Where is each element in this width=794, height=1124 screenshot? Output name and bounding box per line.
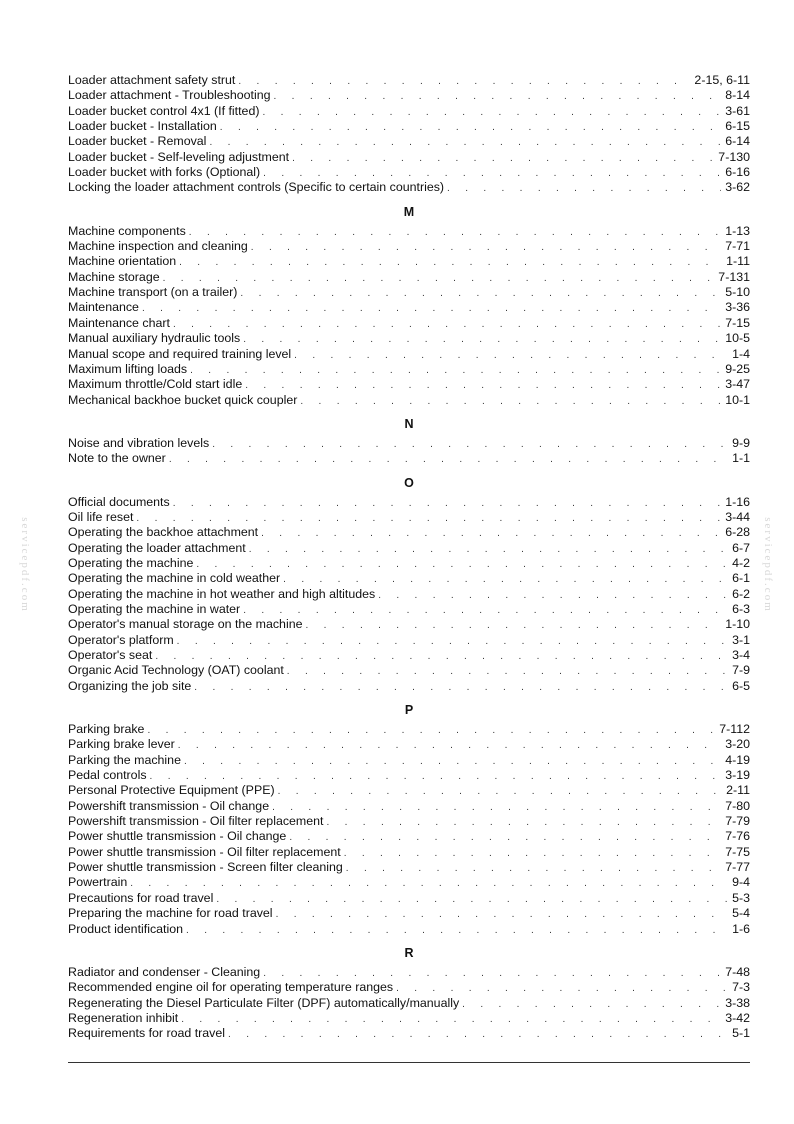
entry-page-number: 6-16: [725, 165, 750, 180]
index-entry[interactable]: [68, 331, 750, 346]
entry-page-number: 8-14: [725, 88, 750, 103]
index-entry[interactable]: [68, 617, 750, 632]
entry-page-number: 9-4: [732, 875, 750, 890]
section-letter-heading: N: [404, 416, 414, 431]
dot-leader: [240, 286, 721, 301]
dot-leader: [177, 634, 728, 649]
entry-page-number: 6-3: [732, 601, 750, 616]
entry-title: Powershift transmission - Oil filter replacement: [68, 814, 324, 829]
dot-leader: [184, 754, 721, 769]
entry-page-number: 7-130: [718, 149, 750, 164]
dot-leader: [249, 542, 728, 557]
entry-page-number: 6-1: [732, 571, 750, 586]
dot-leader: [130, 876, 728, 891]
dot-leader: [179, 255, 722, 270]
dot-leader: [294, 348, 728, 363]
index-entry[interactable]: [68, 996, 750, 1011]
dot-leader: [155, 649, 728, 664]
entry-title: Operator's seat: [68, 648, 153, 662]
entry-page-number: 3-38: [725, 995, 750, 1010]
index-entry[interactable]: [68, 316, 750, 331]
entry-page-number: 3-4: [732, 648, 750, 662]
entry-title: Oil life reset: [68, 509, 134, 524]
entry-page-number: 6-28: [725, 525, 750, 540]
footer-rule: [68, 1062, 750, 1063]
watermark-right: servicepdf.com: [762, 517, 774, 613]
dot-leader: [292, 151, 714, 166]
entry-page-number: 7-75: [725, 844, 750, 859]
entry-page-number: 6-15: [725, 119, 750, 134]
index-entry[interactable]: [68, 239, 750, 254]
entry-page-number: 7-71: [725, 239, 750, 254]
dot-leader: [289, 830, 721, 845]
entry-title: Operating the loader attachment: [68, 540, 246, 555]
index-entry[interactable]: [68, 587, 750, 602]
entry-title: Maintenance chart: [68, 315, 170, 330]
index-entry[interactable]: [68, 150, 750, 165]
dot-leader: [209, 135, 721, 150]
entry-page-number: 6-5: [732, 678, 750, 693]
entry-page-number: 2-15, 6-11: [694, 73, 750, 87]
dot-leader: [305, 618, 721, 633]
entry-title: Regenerating the Diesel Particulate Filter (DPF) automatically/manually: [68, 995, 460, 1010]
index-entry[interactable]: [68, 737, 750, 752]
index-entry[interactable]: [68, 571, 750, 586]
entry-title: Machine inspection and cleaning: [68, 239, 248, 254]
entry-title: Powertrain: [68, 875, 128, 890]
entry-title: Operating the backhoe attachment: [68, 525, 259, 540]
entry-page-number: 7-79: [725, 814, 750, 829]
entry-title: Maintenance: [68, 300, 139, 315]
entry-page-number: 7-15: [725, 315, 750, 330]
entry-title: Operating the machine: [68, 555, 194, 570]
index-entry[interactable]: [68, 679, 750, 694]
entry-page-number: 10-1: [725, 392, 750, 407]
entry-page-number: 4-2: [732, 555, 750, 570]
entry-page-number: 4-19: [725, 752, 750, 767]
entry-title: Loader bucket - Removal: [68, 134, 207, 149]
entry-title: Parking brake: [68, 722, 145, 737]
entry-title: Requirements for road travel: [68, 1026, 226, 1041]
entry-title: Power shuttle transmission - Screen filter cleaning: [68, 860, 343, 875]
index-section: [68, 416, 750, 467]
entry-title: Operator's manual storage on the machine: [68, 617, 303, 632]
entry-title: Loader bucket - Installation: [68, 119, 217, 134]
section-letter-heading: P: [404, 703, 414, 718]
dot-leader: [190, 363, 721, 378]
entry-title: Machine components: [68, 223, 186, 238]
index-entry[interactable]: [68, 300, 750, 315]
index-entry[interactable]: [68, 922, 750, 937]
dot-leader: [300, 394, 721, 409]
entry-title: Operating the machine in hot weather and high altitudes: [68, 586, 376, 601]
dot-leader: [194, 680, 728, 695]
entry-page-number: 3-44: [725, 509, 750, 524]
dot-leader: [136, 511, 721, 526]
index-entry[interactable]: [68, 799, 750, 814]
index-entry[interactable]: [68, 362, 750, 377]
entry-title: Recommended engine oil for operating temperature ranges: [68, 980, 394, 995]
entry-page-number: 10-5: [725, 331, 750, 346]
entry-page-number: 3-1: [732, 632, 750, 647]
dot-leader: [220, 120, 721, 135]
entry-page-number: 9-9: [732, 435, 750, 450]
entry-title: Operating the machine in cold weather: [68, 571, 281, 586]
dot-leader: [228, 1027, 728, 1042]
entry-title: Official documents: [68, 494, 170, 509]
entry-page-number: 6-2: [732, 586, 750, 601]
index-entry[interactable]: [68, 436, 750, 451]
entry-page-number: 6-14: [725, 134, 750, 149]
index-entry[interactable]: [68, 875, 750, 890]
dot-leader: [169, 452, 728, 467]
dot-leader: [344, 846, 721, 861]
dot-leader: [261, 526, 721, 541]
entry-page-number: 2-11: [726, 783, 750, 798]
dot-leader: [142, 301, 721, 316]
entry-title: Loader bucket - Self-leveling adjustment: [68, 149, 290, 164]
index-section: [68, 204, 750, 408]
dot-leader: [283, 572, 728, 587]
index-entry[interactable]: [68, 104, 750, 119]
index-entry[interactable]: [68, 829, 750, 844]
entry-title: Manual auxiliary hydraulic tools: [68, 331, 241, 346]
index-entry[interactable]: [68, 906, 750, 921]
entry-title: Parking the machine: [68, 752, 181, 767]
dot-leader: [173, 496, 721, 511]
index-entry[interactable]: [68, 1011, 750, 1026]
dot-leader: [150, 769, 722, 784]
entry-title: Maximum throttle/Cold start idle: [68, 377, 243, 392]
index-entry[interactable]: [68, 180, 750, 195]
index-entry[interactable]: [68, 224, 750, 239]
dot-leader: [396, 981, 728, 996]
index-entry[interactable]: [68, 633, 750, 648]
index-entry[interactable]: [68, 254, 750, 269]
index-list: [68, 73, 750, 1042]
entry-title: Manual scope and required training level: [68, 346, 292, 361]
entry-page-number: 3-36: [725, 300, 750, 315]
index-section: [68, 73, 750, 196]
index-entry[interactable]: [68, 393, 750, 408]
entry-title: Loader bucket control 4x1 (If fitted): [68, 103, 260, 118]
entry-page-number: 3-19: [725, 768, 750, 783]
entry-title: Regeneration inhibit: [68, 1010, 179, 1025]
entry-title: Radiator and condenser - Cleaning: [68, 964, 261, 979]
dot-leader: [186, 923, 728, 938]
dot-leader: [196, 557, 728, 572]
entry-page-number: 1-10: [725, 617, 750, 632]
entry-page-number: 3-47: [725, 377, 750, 392]
dot-leader: [276, 907, 729, 922]
entry-page-number: 3-62: [725, 180, 750, 195]
index-entry[interactable]: [68, 663, 750, 678]
watermark-left: servicepdf.com: [19, 517, 31, 613]
index-entry[interactable]: [68, 377, 750, 392]
entry-page-number: 1-4: [732, 346, 750, 361]
entry-page-number: 7-3: [732, 980, 750, 995]
index-entry[interactable]: [68, 88, 750, 103]
index-section: [68, 475, 750, 694]
dot-leader: [147, 723, 715, 738]
dot-leader: [243, 603, 728, 618]
dot-leader: [181, 1012, 721, 1027]
section-letter-heading: O: [404, 475, 414, 490]
entry-title: Power shuttle transmission - Oil filter replacement: [68, 844, 341, 859]
dot-leader: [251, 240, 721, 255]
entry-page-number: 3-61: [725, 103, 750, 118]
index-entry[interactable]: [68, 165, 750, 180]
entry-page-number: 9-25: [725, 361, 750, 376]
entry-page-number: 7-112: [719, 722, 750, 737]
index-entry[interactable]: [68, 768, 750, 783]
dot-leader: [287, 664, 728, 679]
dot-leader: [462, 997, 721, 1012]
entry-title: Machine storage: [68, 269, 160, 284]
entry-title: Product identification: [68, 921, 184, 936]
entry-title: Powershift transmission - Oil change: [68, 798, 270, 813]
dot-leader: [346, 861, 721, 876]
dot-leader: [245, 378, 721, 393]
index-entry[interactable]: [68, 814, 750, 829]
dot-leader: [189, 225, 721, 240]
entry-title: Maximum lifting loads: [68, 361, 188, 376]
index-entry[interactable]: [68, 73, 750, 88]
index-entry[interactable]: [68, 119, 750, 134]
index-entry[interactable]: [68, 525, 750, 540]
entry-title: Loader attachment safety strut: [68, 73, 236, 87]
entry-page-number: 7-131: [718, 269, 750, 284]
entry-page-number: 5-1: [732, 1026, 750, 1041]
entry-page-number: 1-6: [732, 921, 750, 936]
index-entry[interactable]: [68, 648, 750, 663]
entry-title: Loader bucket with forks (Optional): [68, 165, 261, 180]
index-entry[interactable]: [68, 1026, 750, 1041]
index-entry[interactable]: [68, 845, 750, 860]
entry-title: Precautions for road travel: [68, 890, 214, 905]
entry-title: Operator's platform: [68, 632, 174, 647]
entry-title: Machine orientation: [68, 254, 177, 269]
index-entry[interactable]: [68, 602, 750, 617]
entry-page-number: 7-80: [725, 798, 750, 813]
dot-leader: [326, 815, 721, 830]
dot-leader: [238, 74, 690, 89]
entry-title: Organic Acid Technology (OAT) coolant: [68, 663, 284, 678]
dot-leader: [447, 181, 721, 196]
index-entry[interactable]: [68, 783, 750, 798]
dot-leader: [263, 966, 721, 981]
entry-page-number: 3-20: [725, 737, 750, 752]
entry-title: Machine transport (on a trailer): [68, 285, 238, 300]
entry-page-number: 7-76: [725, 829, 750, 844]
dot-leader: [262, 105, 721, 120]
entry-title: Locking the loader attachment controls (Specific to certain countries): [68, 180, 445, 195]
entry-title: Organizing the job site: [68, 678, 192, 693]
dot-leader: [216, 892, 728, 907]
entry-page-number: 1-13: [725, 223, 750, 238]
entry-page-number: 7-9: [732, 663, 750, 678]
index-entry[interactable]: [68, 285, 750, 300]
dot-leader: [173, 317, 721, 332]
entry-page-number: 1-1: [732, 451, 750, 466]
entry-page-number: 7-48: [725, 964, 750, 979]
index-entry[interactable]: [68, 891, 750, 906]
index-entry[interactable]: [68, 510, 750, 525]
entry-page-number: 1-16: [725, 494, 750, 509]
entry-page-number: 6-7: [732, 540, 750, 555]
index-entry[interactable]: [68, 722, 750, 737]
entry-page-number: 3-42: [725, 1010, 750, 1025]
dot-leader: [378, 588, 728, 603]
index-entry[interactable]: [68, 347, 750, 362]
entry-title: Pedal controls: [68, 768, 147, 783]
index-entry[interactable]: [68, 270, 750, 285]
index-section: [68, 702, 750, 937]
index-entry[interactable]: [68, 134, 750, 149]
dot-leader: [163, 271, 715, 286]
entry-title: Noise and vibration levels: [68, 435, 210, 450]
entry-page-number: 7-77: [725, 860, 750, 875]
dot-leader: [274, 89, 722, 104]
index-entry[interactable]: [68, 495, 750, 510]
index-entry[interactable]: [68, 965, 750, 980]
dot-leader: [278, 784, 723, 799]
entry-title: Note to the owner: [68, 451, 166, 466]
section-letter-heading: M: [403, 204, 415, 219]
entry-title: Loader attachment - Troubleshooting: [68, 88, 271, 103]
index-entry[interactable]: [68, 556, 750, 571]
index-section: [68, 945, 750, 1042]
section-letter-heading: R: [404, 945, 414, 960]
index-entry[interactable]: [68, 980, 750, 995]
entry-title: Power shuttle transmission - Oil change: [68, 829, 287, 844]
dot-leader: [178, 738, 721, 753]
index-entry[interactable]: [68, 541, 750, 556]
entry-title: Preparing the machine for road travel: [68, 906, 273, 921]
entry-page-number: 5-3: [732, 890, 750, 905]
entry-page-number: 5-4: [732, 906, 750, 921]
dot-leader: [272, 800, 721, 815]
entry-title: Parking brake lever: [68, 737, 175, 752]
entry-page-number: 1-11: [726, 254, 750, 269]
entry-title: Personal Protective Equipment (PPE): [68, 783, 275, 798]
dot-leader: [212, 437, 728, 452]
entry-title: Operating the machine in water: [68, 601, 241, 616]
dot-leader: [243, 332, 721, 347]
entry-title: Mechanical backhoe bucket quick coupler: [68, 392, 298, 407]
index-entry[interactable]: [68, 860, 750, 875]
index-entry[interactable]: [68, 753, 750, 768]
index-entry[interactable]: [68, 451, 750, 466]
entry-page-number: 5-10: [725, 285, 750, 300]
dot-leader: [263, 166, 721, 181]
